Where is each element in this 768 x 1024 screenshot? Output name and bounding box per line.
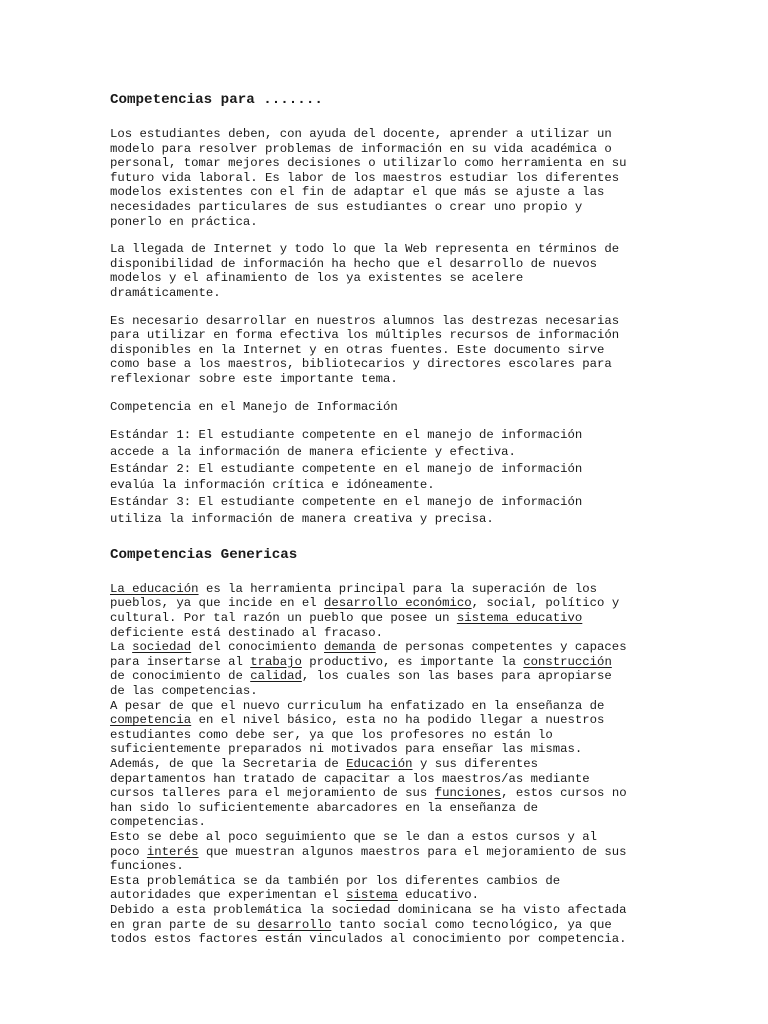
text-line: futuro vida laboral. Es labor de los maestros estudiar los diferentes bbox=[110, 170, 620, 185]
inline-link[interactable]: sistema bbox=[346, 888, 398, 903]
inline-link[interactable]: construcción bbox=[523, 654, 612, 669]
text-run: competencias. bbox=[110, 815, 206, 830]
text-line bbox=[110, 684, 670, 699]
text-line: necesidades particulares de sus estudiantes o crear uno propio y bbox=[110, 199, 583, 214]
text-run: cultural. Por tal razón un pueblo que posee un bbox=[110, 611, 457, 626]
text-run: departamentos han tratado de capacitar a los maestros/as mediante bbox=[110, 771, 590, 786]
paragraph-necesario bbox=[110, 314, 670, 387]
text-line: personal, tomar mejores decisiones o utilizarlo como herramienta en su bbox=[110, 156, 627, 171]
inline-link[interactable]: sociedad bbox=[132, 640, 192, 655]
text-run: autoridades que experimentan el bbox=[110, 888, 347, 903]
text-run: Esto se debe al poco seguimiento que se le dan a estos cursos y al bbox=[110, 829, 598, 844]
text-run: que muestran algunos maestros para el mejoramiento de sus bbox=[198, 844, 627, 859]
inline-link[interactable]: desarrollo bbox=[257, 917, 332, 932]
text-line bbox=[110, 903, 670, 918]
paragraph-estandares bbox=[110, 427, 670, 528]
text-line: modelos y el afinamiento de los ya existentes se acelere bbox=[110, 271, 524, 286]
text-run: , social, político y bbox=[471, 596, 620, 611]
text-line: evalúa la información crítica e idóneamente. bbox=[110, 478, 435, 493]
text-line bbox=[110, 772, 670, 787]
text-line bbox=[110, 757, 670, 772]
text-line: ponerlo en práctica. bbox=[110, 214, 258, 229]
text-run: pueblos, ya que incide en el bbox=[110, 596, 325, 611]
text-line bbox=[110, 596, 670, 611]
inline-link[interactable]: La educación bbox=[110, 581, 199, 596]
text-run: Esta problemática se da también por los diferentes cambios de bbox=[110, 873, 561, 888]
text-run: educativo. bbox=[397, 888, 479, 903]
text-run: de conocimiento de bbox=[110, 669, 251, 684]
text-line bbox=[110, 859, 670, 874]
text-line bbox=[110, 713, 670, 728]
text-line: Estándar 1: El estudiante competente en el manejo de información bbox=[110, 428, 583, 443]
text-line bbox=[110, 830, 670, 845]
inline-link[interactable]: sistema educativo bbox=[456, 611, 583, 626]
document-body bbox=[110, 90, 670, 947]
text-line: Estándar 3: El estudiante competente en el manejo de información bbox=[110, 495, 583, 510]
text-run: estudiantes como debe ser, ya que los profesores no están lo bbox=[110, 727, 553, 742]
text-run: productivo, es importante la bbox=[301, 654, 524, 669]
inline-link[interactable]: demanda bbox=[324, 640, 376, 655]
text-line: disponibilidad de información ha hecho que el desarrollo de nuevos bbox=[110, 256, 598, 271]
text-run: es la herramienta principal para la superación de los bbox=[198, 581, 598, 596]
text-line: disponibles en la Internet y en otras fuentes. Este documento sirve bbox=[110, 342, 605, 357]
text-run: A pesar de que el nuevo curriculum ha enfatizado en la enseñanza de bbox=[110, 698, 605, 713]
text-run: tanto social como tecnológico, ya que bbox=[331, 917, 612, 932]
text-line: como base a los maestros, bibliotecarios y directores escolares para bbox=[110, 357, 612, 372]
text-run: , estos cursos no bbox=[501, 786, 627, 801]
text-run: y sus diferentes bbox=[412, 757, 539, 771]
text-line: accede a la información de manera eficiente y efectiva. bbox=[110, 444, 516, 459]
text-line bbox=[110, 932, 670, 947]
text-run: del conocimiento bbox=[191, 640, 325, 655]
text-line bbox=[110, 742, 670, 757]
text-line bbox=[110, 640, 670, 655]
text-line bbox=[110, 786, 670, 801]
text-run: han sido lo suficientemente abarcadores en la enseñanza de bbox=[110, 800, 539, 815]
text-line bbox=[110, 888, 670, 903]
text-line: dramáticamente. bbox=[110, 285, 221, 300]
text-line bbox=[110, 626, 670, 641]
text-run: de personas competentes y capaces bbox=[375, 640, 627, 655]
text-line: utiliza la información de manera creativa y precisa. bbox=[110, 512, 494, 527]
text-run: todos estos factores están vinculados al conocimiento por competencia. bbox=[110, 932, 627, 947]
text-run: , los cuales son las bases para apropiarse bbox=[301, 669, 612, 684]
heading-competencias-genericas: Competencias Genericas bbox=[110, 546, 298, 563]
text-line bbox=[110, 699, 670, 714]
inline-link[interactable]: funciones bbox=[434, 786, 502, 801]
text-line: reflexionar sobre este importante tema. bbox=[110, 371, 398, 386]
inline-link[interactable]: desarrollo económico bbox=[324, 596, 472, 611]
inline-link[interactable]: calidad bbox=[250, 669, 302, 684]
text-run: funciones. bbox=[110, 859, 184, 874]
text-line: La llegada de Internet y todo lo que la Web representa en términos de bbox=[110, 242, 620, 257]
text-line bbox=[110, 582, 670, 597]
subheading-competencia-manejo: Competencia en el Manejo de Información bbox=[110, 399, 398, 414]
inline-link[interactable]: interés bbox=[146, 844, 199, 859]
text-line bbox=[110, 611, 670, 626]
text-run: suficientemente preparados ni motivados para enseñar las mismas. bbox=[110, 742, 583, 757]
text-line bbox=[110, 728, 670, 743]
paragraph-intro bbox=[110, 127, 670, 229]
text-run: de las competencias. bbox=[110, 684, 258, 699]
text-line: Los estudiantes deben, con ayuda del docente, aprender a utilizar un bbox=[110, 127, 612, 141]
text-run: en gran parte de su bbox=[110, 917, 258, 932]
text-line bbox=[110, 801, 670, 816]
text-run: Además, de que la Secretaria de bbox=[110, 757, 347, 771]
text-line bbox=[110, 669, 670, 684]
text-line bbox=[110, 655, 670, 670]
text-line bbox=[110, 918, 670, 933]
text-run: poco bbox=[110, 844, 147, 859]
text-line: Estándar 2: El estudiante competente en el manejo de información bbox=[110, 461, 583, 476]
paragraph-internet bbox=[110, 242, 670, 300]
paragraph-competencias-genericas bbox=[110, 582, 670, 947]
inline-link[interactable]: trabajo bbox=[250, 654, 302, 669]
heading-competencias-para: Competencias para ....... bbox=[110, 92, 323, 108]
inline-link[interactable]: Educación bbox=[346, 757, 413, 771]
text-line bbox=[110, 874, 670, 889]
text-run: La bbox=[110, 640, 133, 655]
text-run: Debido a esta problemática la sociedad dominicana se ha visto afectada bbox=[110, 902, 627, 917]
text-line: para utilizar en forma efectiva los múltiples recursos de información bbox=[110, 328, 620, 343]
text-line bbox=[110, 845, 670, 860]
text-line: modelos existentes con el fin de adaptar el que más se ajuste a las bbox=[110, 185, 605, 200]
text-line: modelo para resolver problemas de información en su vida académica o bbox=[110, 141, 612, 156]
text-run: cursos talleres para el mejoramiento de sus bbox=[110, 786, 435, 801]
text-line bbox=[110, 815, 670, 830]
text-run: en el nivel básico, esta no ha podido llegar a nuestros bbox=[191, 713, 605, 728]
text-run: para insertarse al bbox=[110, 654, 251, 669]
inline-link[interactable]: competencia bbox=[110, 713, 192, 728]
text-line: Es necesario desarrollar en nuestros alumnos las destrezas necesarias bbox=[110, 313, 620, 328]
text-run: deficiente está destinado al fracaso. bbox=[110, 625, 384, 640]
